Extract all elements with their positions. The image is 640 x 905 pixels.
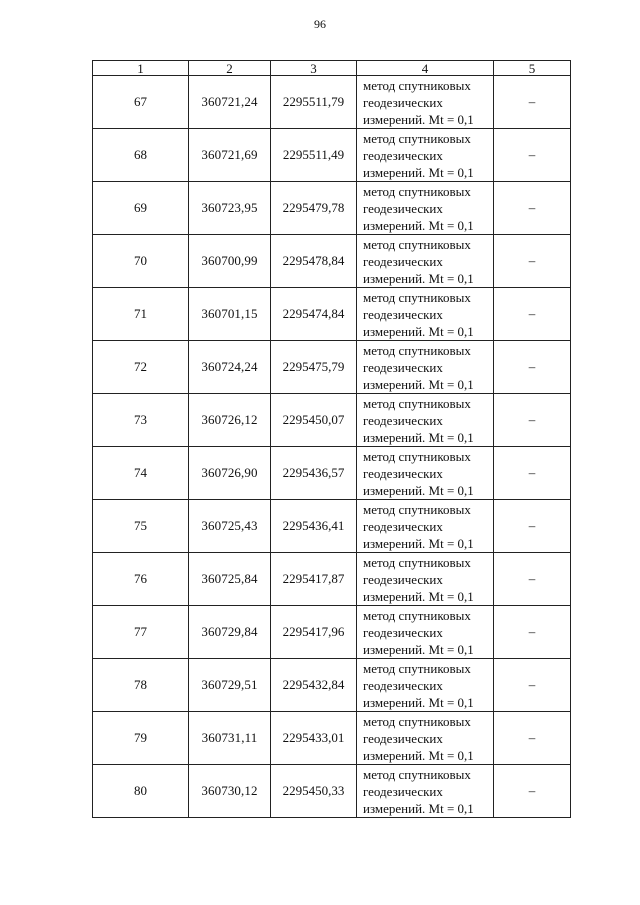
method-line: геодезических [363, 200, 443, 216]
method-line: геодезических [363, 677, 443, 693]
method-line: геодезических [363, 465, 443, 481]
method-description [357, 76, 494, 129]
method-description [357, 447, 494, 500]
column-5-value: – [494, 606, 571, 659]
method-line: геодезических [363, 94, 443, 110]
method-line: метод спутниковых [363, 77, 471, 93]
method-description [357, 659, 494, 712]
table-row [93, 182, 571, 235]
method-description [357, 394, 494, 447]
coordinate-x: 360700,99 [189, 235, 271, 288]
table-body [93, 76, 571, 818]
method-line: измерений. Mt = 0,1 [363, 747, 474, 763]
coordinate-y: 2295511,79 [271, 76, 357, 129]
coordinate-x: 360701,15 [189, 288, 271, 341]
method-line: измерений. Mt = 0,1 [363, 482, 474, 498]
table-row [93, 500, 571, 553]
method-line: геодезических [363, 571, 443, 587]
header-col-3: 3 [271, 61, 357, 76]
header-col-5: 5 [494, 61, 571, 76]
method-line: метод спутниковых [363, 607, 471, 623]
point-number: 68 [93, 129, 189, 182]
coordinate-y: 2295511,49 [271, 129, 357, 182]
table-row [93, 76, 571, 129]
method-line: метод спутниковых [363, 289, 471, 305]
table-row [93, 712, 571, 765]
method-description [357, 288, 494, 341]
method-line: измерений. Mt = 0,1 [363, 111, 474, 127]
coordinate-x: 360721,24 [189, 76, 271, 129]
method-line: метод спутниковых [363, 713, 471, 729]
method-line: метод спутниковых [363, 236, 471, 252]
column-5-value: – [494, 553, 571, 606]
method-line: геодезических [363, 306, 443, 322]
method-description [357, 341, 494, 394]
method-description [357, 712, 494, 765]
method-description [357, 129, 494, 182]
point-number: 67 [93, 76, 189, 129]
method-line: измерений. Mt = 0,1 [363, 164, 474, 180]
method-line: метод спутниковых [363, 448, 471, 464]
method-line: геодезических [363, 730, 443, 746]
column-5-value: – [494, 341, 571, 394]
coordinate-y: 2295417,87 [271, 553, 357, 606]
coordinate-x: 360726,12 [189, 394, 271, 447]
point-number: 76 [93, 553, 189, 606]
coordinate-x: 360725,84 [189, 553, 271, 606]
method-line: метод спутниковых [363, 342, 471, 358]
coordinate-x: 360725,43 [189, 500, 271, 553]
point-number: 79 [93, 712, 189, 765]
column-5-value: – [494, 288, 571, 341]
coordinate-y: 2295474,84 [271, 288, 357, 341]
method-description [357, 765, 494, 818]
table-row [93, 394, 571, 447]
coordinate-y: 2295450,33 [271, 765, 357, 818]
coordinate-x: 360729,84 [189, 606, 271, 659]
table-row [93, 765, 571, 818]
coordinate-y: 2295432,84 [271, 659, 357, 712]
point-number: 77 [93, 606, 189, 659]
column-5-value: – [494, 235, 571, 288]
column-5-value: – [494, 447, 571, 500]
point-number: 78 [93, 659, 189, 712]
coordinate-x: 360729,51 [189, 659, 271, 712]
coordinates-table [92, 60, 571, 818]
column-5-value: – [494, 76, 571, 129]
method-line: геодезических [363, 412, 443, 428]
table-row [93, 659, 571, 712]
point-number: 71 [93, 288, 189, 341]
page-number: 96 [314, 17, 326, 31]
column-5-value: – [494, 659, 571, 712]
coordinate-x: 360724,24 [189, 341, 271, 394]
method-line: метод спутниковых [363, 501, 471, 517]
point-number: 80 [93, 765, 189, 818]
coordinate-y: 2295436,41 [271, 500, 357, 553]
coordinate-y: 2295417,96 [271, 606, 357, 659]
coordinate-x: 360721,69 [189, 129, 271, 182]
method-line: метод спутниковых [363, 130, 471, 146]
method-line: метод спутниковых [363, 766, 471, 782]
method-line: метод спутниковых [363, 554, 471, 570]
point-number: 74 [93, 447, 189, 500]
point-number: 70 [93, 235, 189, 288]
method-description [357, 235, 494, 288]
method-line: измерений. Mt = 0,1 [363, 429, 474, 445]
method-line: измерений. Mt = 0,1 [363, 217, 474, 233]
table-row [93, 606, 571, 659]
method-description [357, 182, 494, 235]
column-5-value: – [494, 500, 571, 553]
method-line: измерений. Mt = 0,1 [363, 535, 474, 551]
column-5-value: – [494, 394, 571, 447]
method-description [357, 606, 494, 659]
table-row [93, 235, 571, 288]
coordinate-y: 2295436,57 [271, 447, 357, 500]
table-row [93, 288, 571, 341]
column-5-value: – [494, 129, 571, 182]
method-line: измерений. Mt = 0,1 [363, 270, 474, 286]
coordinate-x: 360730,12 [189, 765, 271, 818]
method-line: геодезических [363, 783, 443, 799]
coordinate-x: 360726,90 [189, 447, 271, 500]
coordinate-y: 2295478,84 [271, 235, 357, 288]
method-line: геодезических [363, 147, 443, 163]
coordinate-y: 2295450,07 [271, 394, 357, 447]
coordinate-x: 360731,11 [189, 712, 271, 765]
method-line: геодезических [363, 518, 443, 534]
method-line: измерений. Mt = 0,1 [363, 800, 474, 816]
method-line: метод спутниковых [363, 660, 471, 676]
method-line: метод спутниковых [363, 183, 471, 199]
method-description [357, 500, 494, 553]
column-5-value: – [494, 182, 571, 235]
method-description [357, 553, 494, 606]
coordinate-x: 360723,95 [189, 182, 271, 235]
method-line: измерений. Mt = 0,1 [363, 641, 474, 657]
method-line: измерений. Mt = 0,1 [363, 376, 474, 392]
header-row [93, 61, 571, 76]
point-number: 73 [93, 394, 189, 447]
point-number: 72 [93, 341, 189, 394]
point-number: 69 [93, 182, 189, 235]
header-col-2: 2 [189, 61, 271, 76]
method-line: измерений. Mt = 0,1 [363, 323, 474, 339]
column-5-value: – [494, 765, 571, 818]
header-col-4: 4 [357, 61, 494, 76]
coordinate-y: 2295475,79 [271, 341, 357, 394]
table-header [93, 61, 571, 76]
table-row [93, 553, 571, 606]
method-line: геодезических [363, 624, 443, 640]
method-line: измерений. Mt = 0,1 [363, 588, 474, 604]
column-5-value: – [494, 712, 571, 765]
coordinate-y: 2295433,01 [271, 712, 357, 765]
header-col-1: 1 [93, 61, 189, 76]
table-row [93, 341, 571, 394]
point-number: 75 [93, 500, 189, 553]
method-line: геодезических [363, 359, 443, 375]
table-row [93, 129, 571, 182]
method-line: измерений. Mt = 0,1 [363, 694, 474, 710]
coordinate-y: 2295479,78 [271, 182, 357, 235]
table-row [93, 447, 571, 500]
method-line: метод спутниковых [363, 395, 471, 411]
method-line: геодезических [363, 253, 443, 269]
